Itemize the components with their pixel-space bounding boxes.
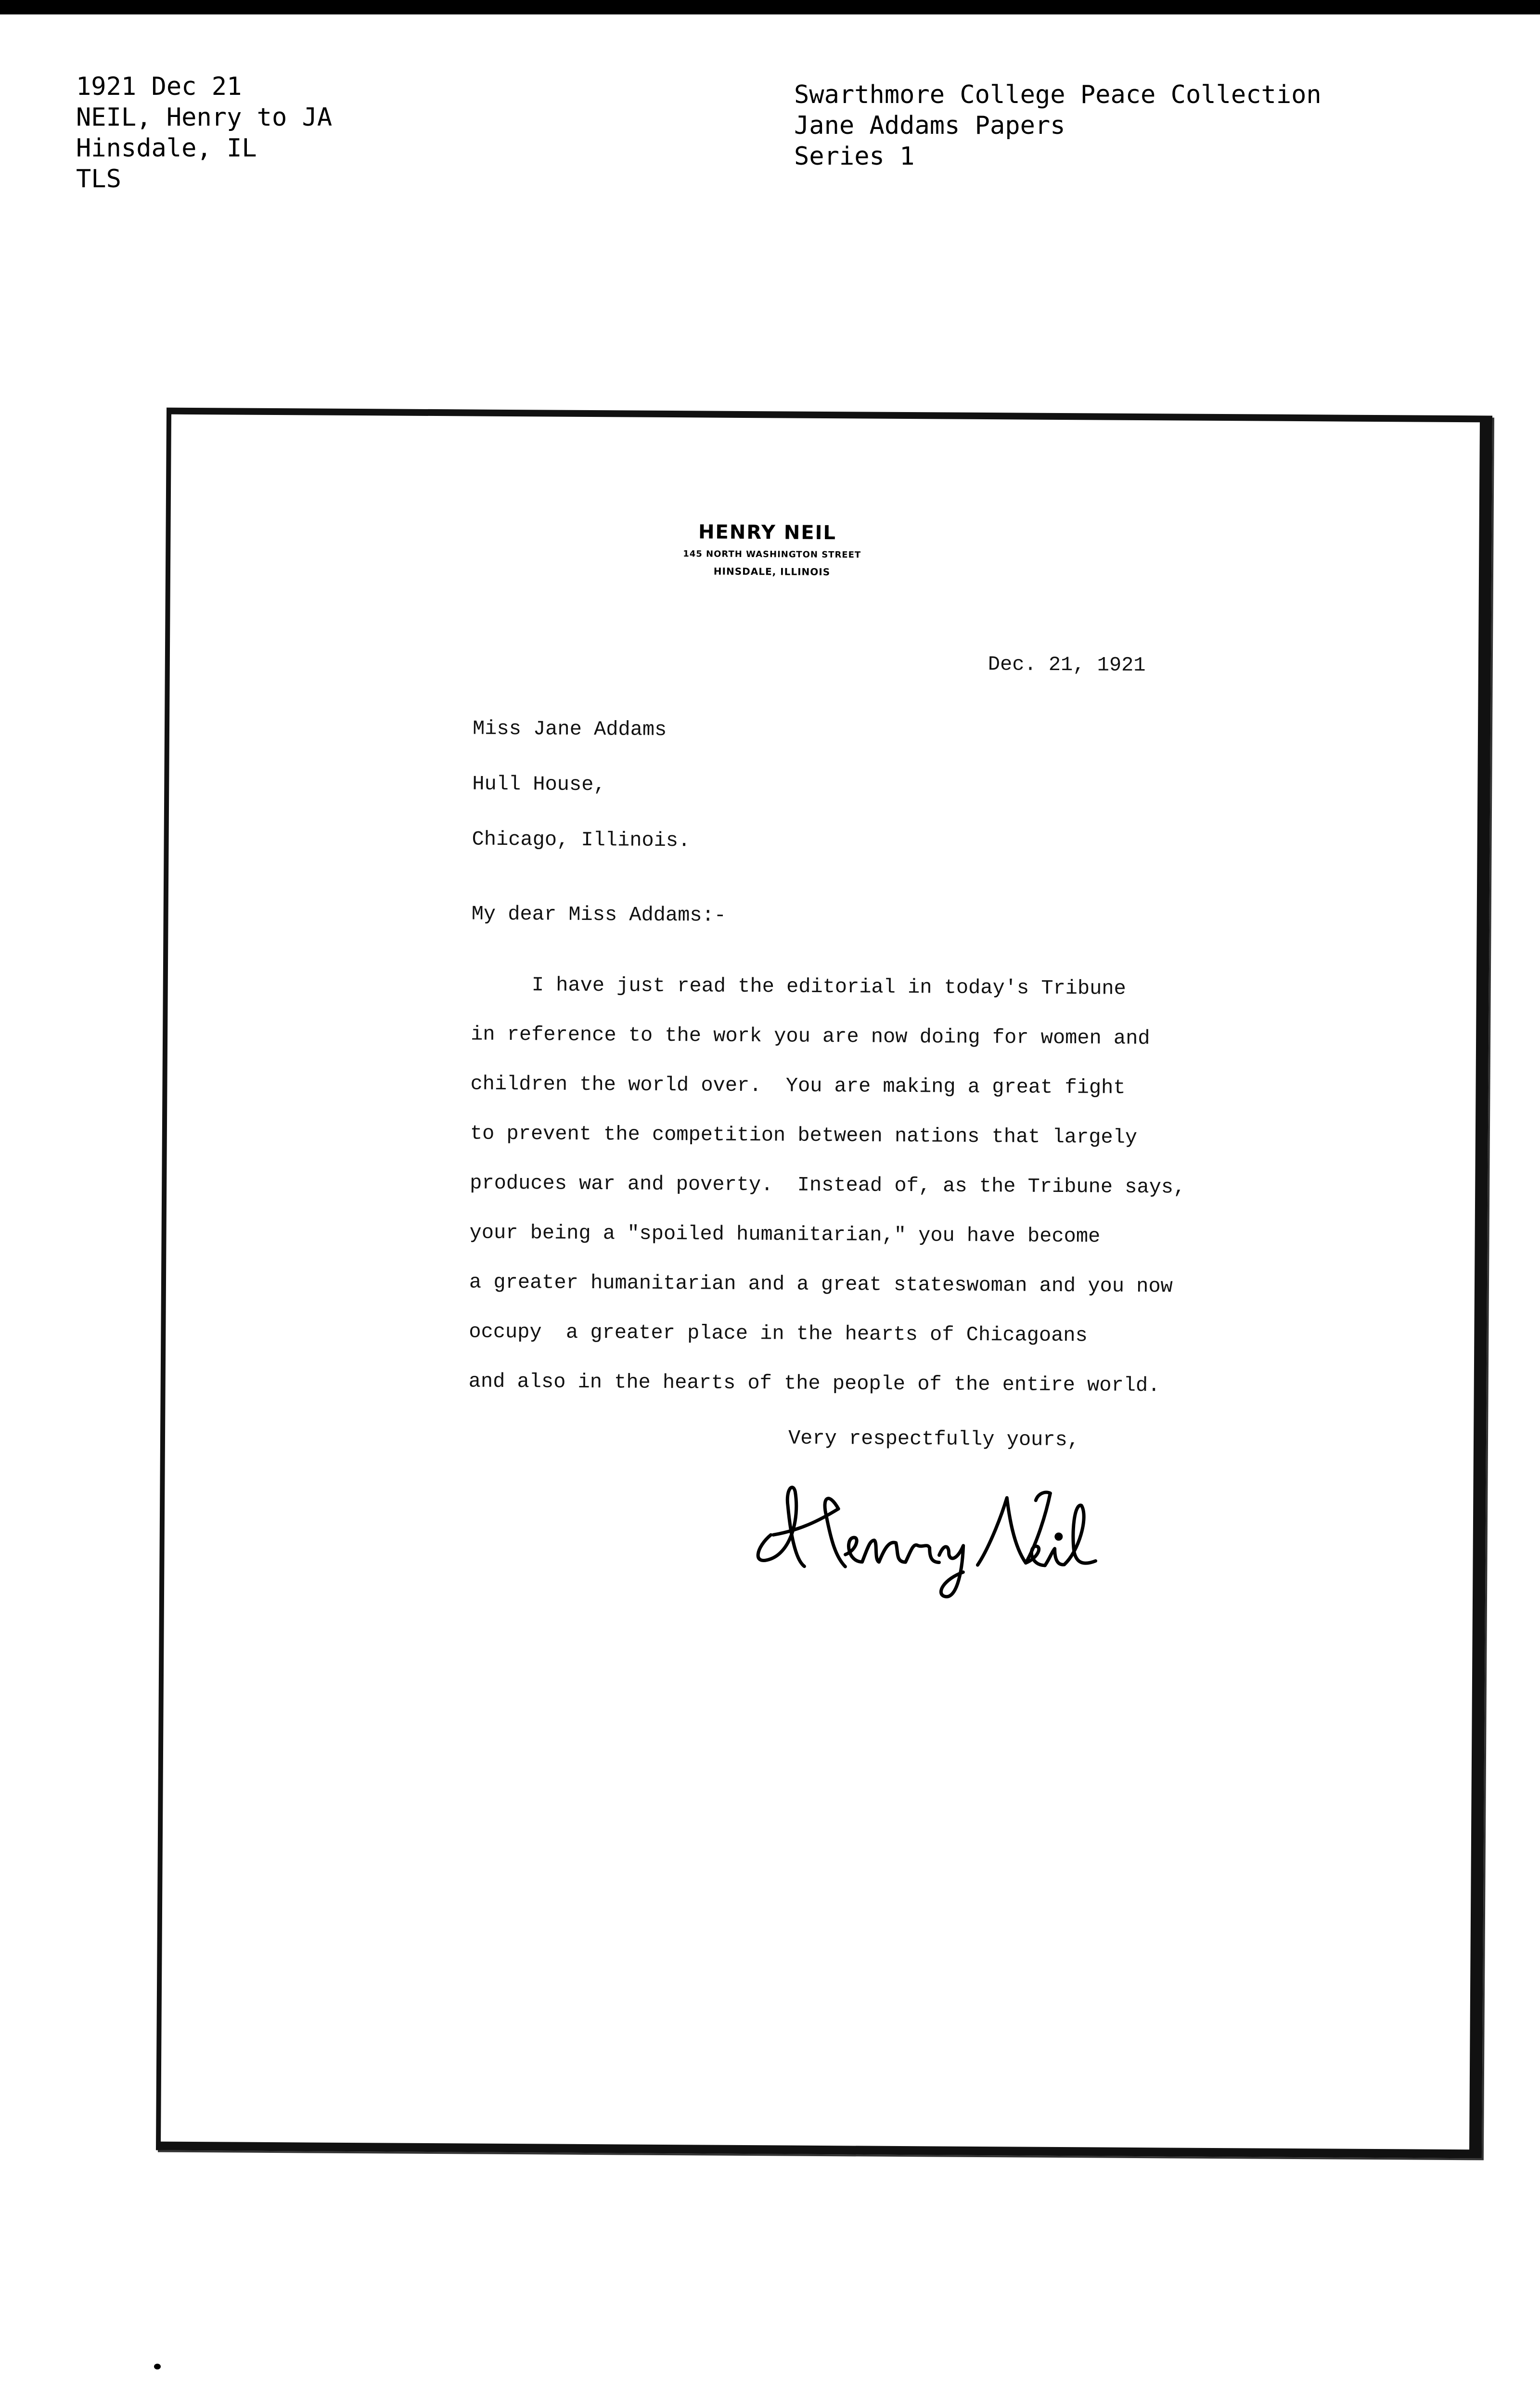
catalog-header-right bbox=[794, 79, 1322, 172]
body-line: your being a "spoiled humanitarian," you have become bbox=[469, 1221, 1101, 1248]
body-line: I have just read the editorial in today's Tribune bbox=[471, 973, 1126, 1000]
handwritten-signature bbox=[737, 1462, 1123, 1609]
recipient-city: Chicago, Illinois. bbox=[472, 828, 691, 853]
catalog-doc-type: TLS bbox=[76, 165, 121, 194]
collection-name: Swarthmore College Peace Collection bbox=[794, 80, 1322, 109]
body-line: occupy a greater place in the hearts of Chicagoans bbox=[469, 1320, 1088, 1347]
letterhead bbox=[171, 518, 1479, 578]
catalog-correspondents: NEIL, Henry to JA bbox=[76, 103, 333, 132]
letterhead-street: 145 NORTH WASHINGTON STREET bbox=[683, 549, 861, 560]
letterhead-city: HINSDALE, ILLINOIS bbox=[713, 565, 831, 578]
body-line: and also in the hearts of the people of the entire world. bbox=[468, 1370, 1160, 1398]
body-line: a greater humanitarian and a great stateswoman and you now bbox=[469, 1270, 1173, 1298]
papers-name: Jane Addams Papers bbox=[794, 111, 1065, 140]
letter-page bbox=[156, 408, 1492, 2159]
closing: Very respectfully yours, bbox=[788, 1426, 1080, 1452]
salutation: My dear Miss Addams:- bbox=[471, 902, 727, 927]
recipient-name: Miss Jane Addams bbox=[472, 717, 667, 741]
letterhead-name: HENRY NEIL bbox=[698, 521, 837, 544]
series-name: Series 1 bbox=[794, 142, 915, 171]
letter-body bbox=[468, 960, 1187, 1411]
body-line: in reference to the work you are now doing for women and bbox=[470, 1022, 1150, 1050]
catalog-header-left bbox=[76, 71, 332, 194]
body-line: to prevent the competition between nations that largely bbox=[470, 1122, 1138, 1149]
catalog-place: Hinsdale, IL bbox=[76, 134, 257, 163]
scan-top-border bbox=[0, 0, 1540, 14]
catalog-date: 1921 Dec 21 bbox=[76, 72, 242, 101]
recipient-address-line: Hull House, bbox=[472, 772, 606, 797]
body-line: produces war and poverty. Instead of, as the Tribune says, bbox=[470, 1171, 1186, 1199]
body-line: children the world over. You are making a great fight bbox=[470, 1072, 1126, 1100]
scan-speck bbox=[154, 2364, 161, 2369]
letter-date: Dec. 21, 1921 bbox=[988, 653, 1146, 677]
